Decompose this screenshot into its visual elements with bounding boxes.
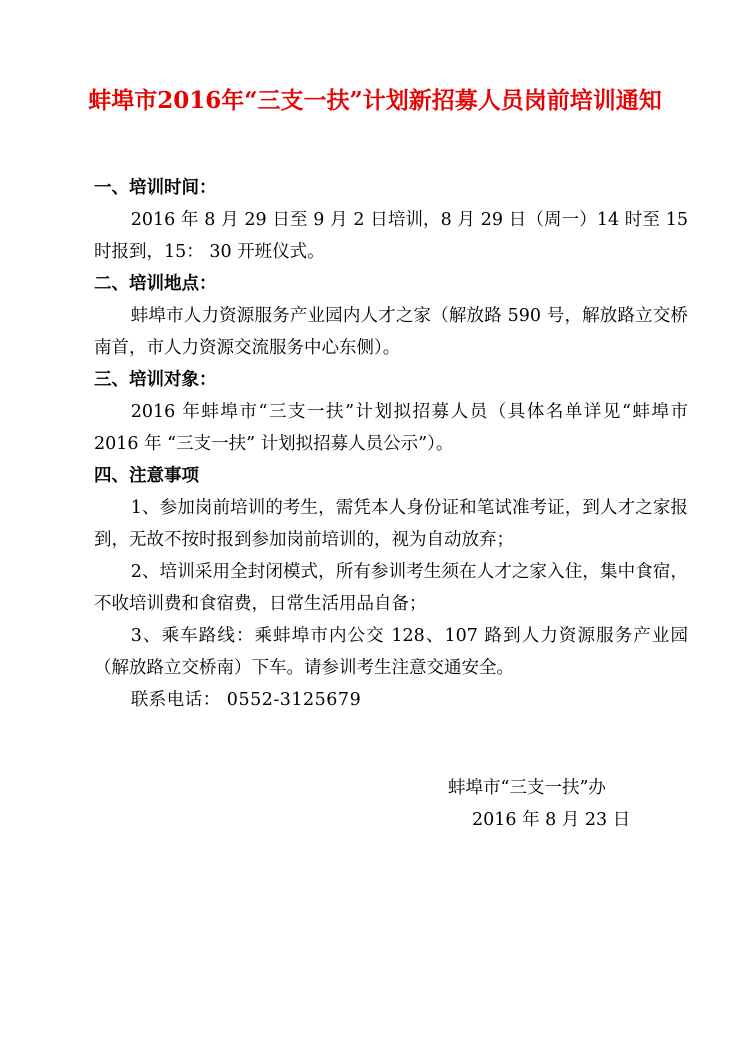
section-notes (94, 460, 688, 716)
section-paragraph: 蚌埠市人力资源服务产业园内人才之家（解放路 590 号，解放路立交桥南首，市人力资源交流服务中心东侧）。 (94, 306, 688, 358)
note-item: 2、培训采用全封闭模式，所有参训考生须在人才之家入住，集中食宿，不收培训费和食宿费，日常生活用品自备； (94, 562, 688, 614)
note-item: 1、参加岗前培训的考生，需凭本人身份证和笔试准考证，到人才之家报到，无故不按时报到参加岗前培训的，视为自动放弃； (94, 498, 688, 550)
section-paragraph: 2016 年蚌埠市“三支一扶”计划拟招募人员（具体名单详见“蚌埠市 2016 年 “三支一扶” 计划拟招募人员公示”）。 (94, 402, 688, 454)
section-training-target (94, 364, 688, 460)
document-title: 蚌埠市2016年“三支一扶”计划新招募人员岗前培训通知 (88, 87, 662, 114)
note-item: 3、乘车路线：乘蚌埠市内公交 128、107 路到人力资源服务产业园（解放路立交桥南）下车。请参训考生注意交通安全。 (94, 626, 688, 678)
signature-date: 2016 年 8 月 23 日 (472, 810, 631, 830)
section-training-time (94, 172, 688, 268)
signature-org: 蚌埠市“三支一扶”办 (448, 778, 606, 798)
section-heading: 三、培训对象： (94, 370, 217, 390)
section-paragraph: 2016 年 8 月 29 日至 9 月 2 日培训，8 月 29 日（周一）14 时至 15 时报到，15： 30 开班仪式。 (94, 210, 688, 262)
section-heading: 四、注意事项 (94, 466, 199, 486)
contact-phone: 联系电话： 0552-3125679 (130, 690, 362, 710)
section-training-location (94, 268, 688, 364)
section-heading: 一、培训时间： (94, 178, 217, 198)
section-heading: 二、培训地点： (94, 274, 217, 294)
signature-block (390, 772, 690, 836)
document-body (94, 172, 688, 716)
